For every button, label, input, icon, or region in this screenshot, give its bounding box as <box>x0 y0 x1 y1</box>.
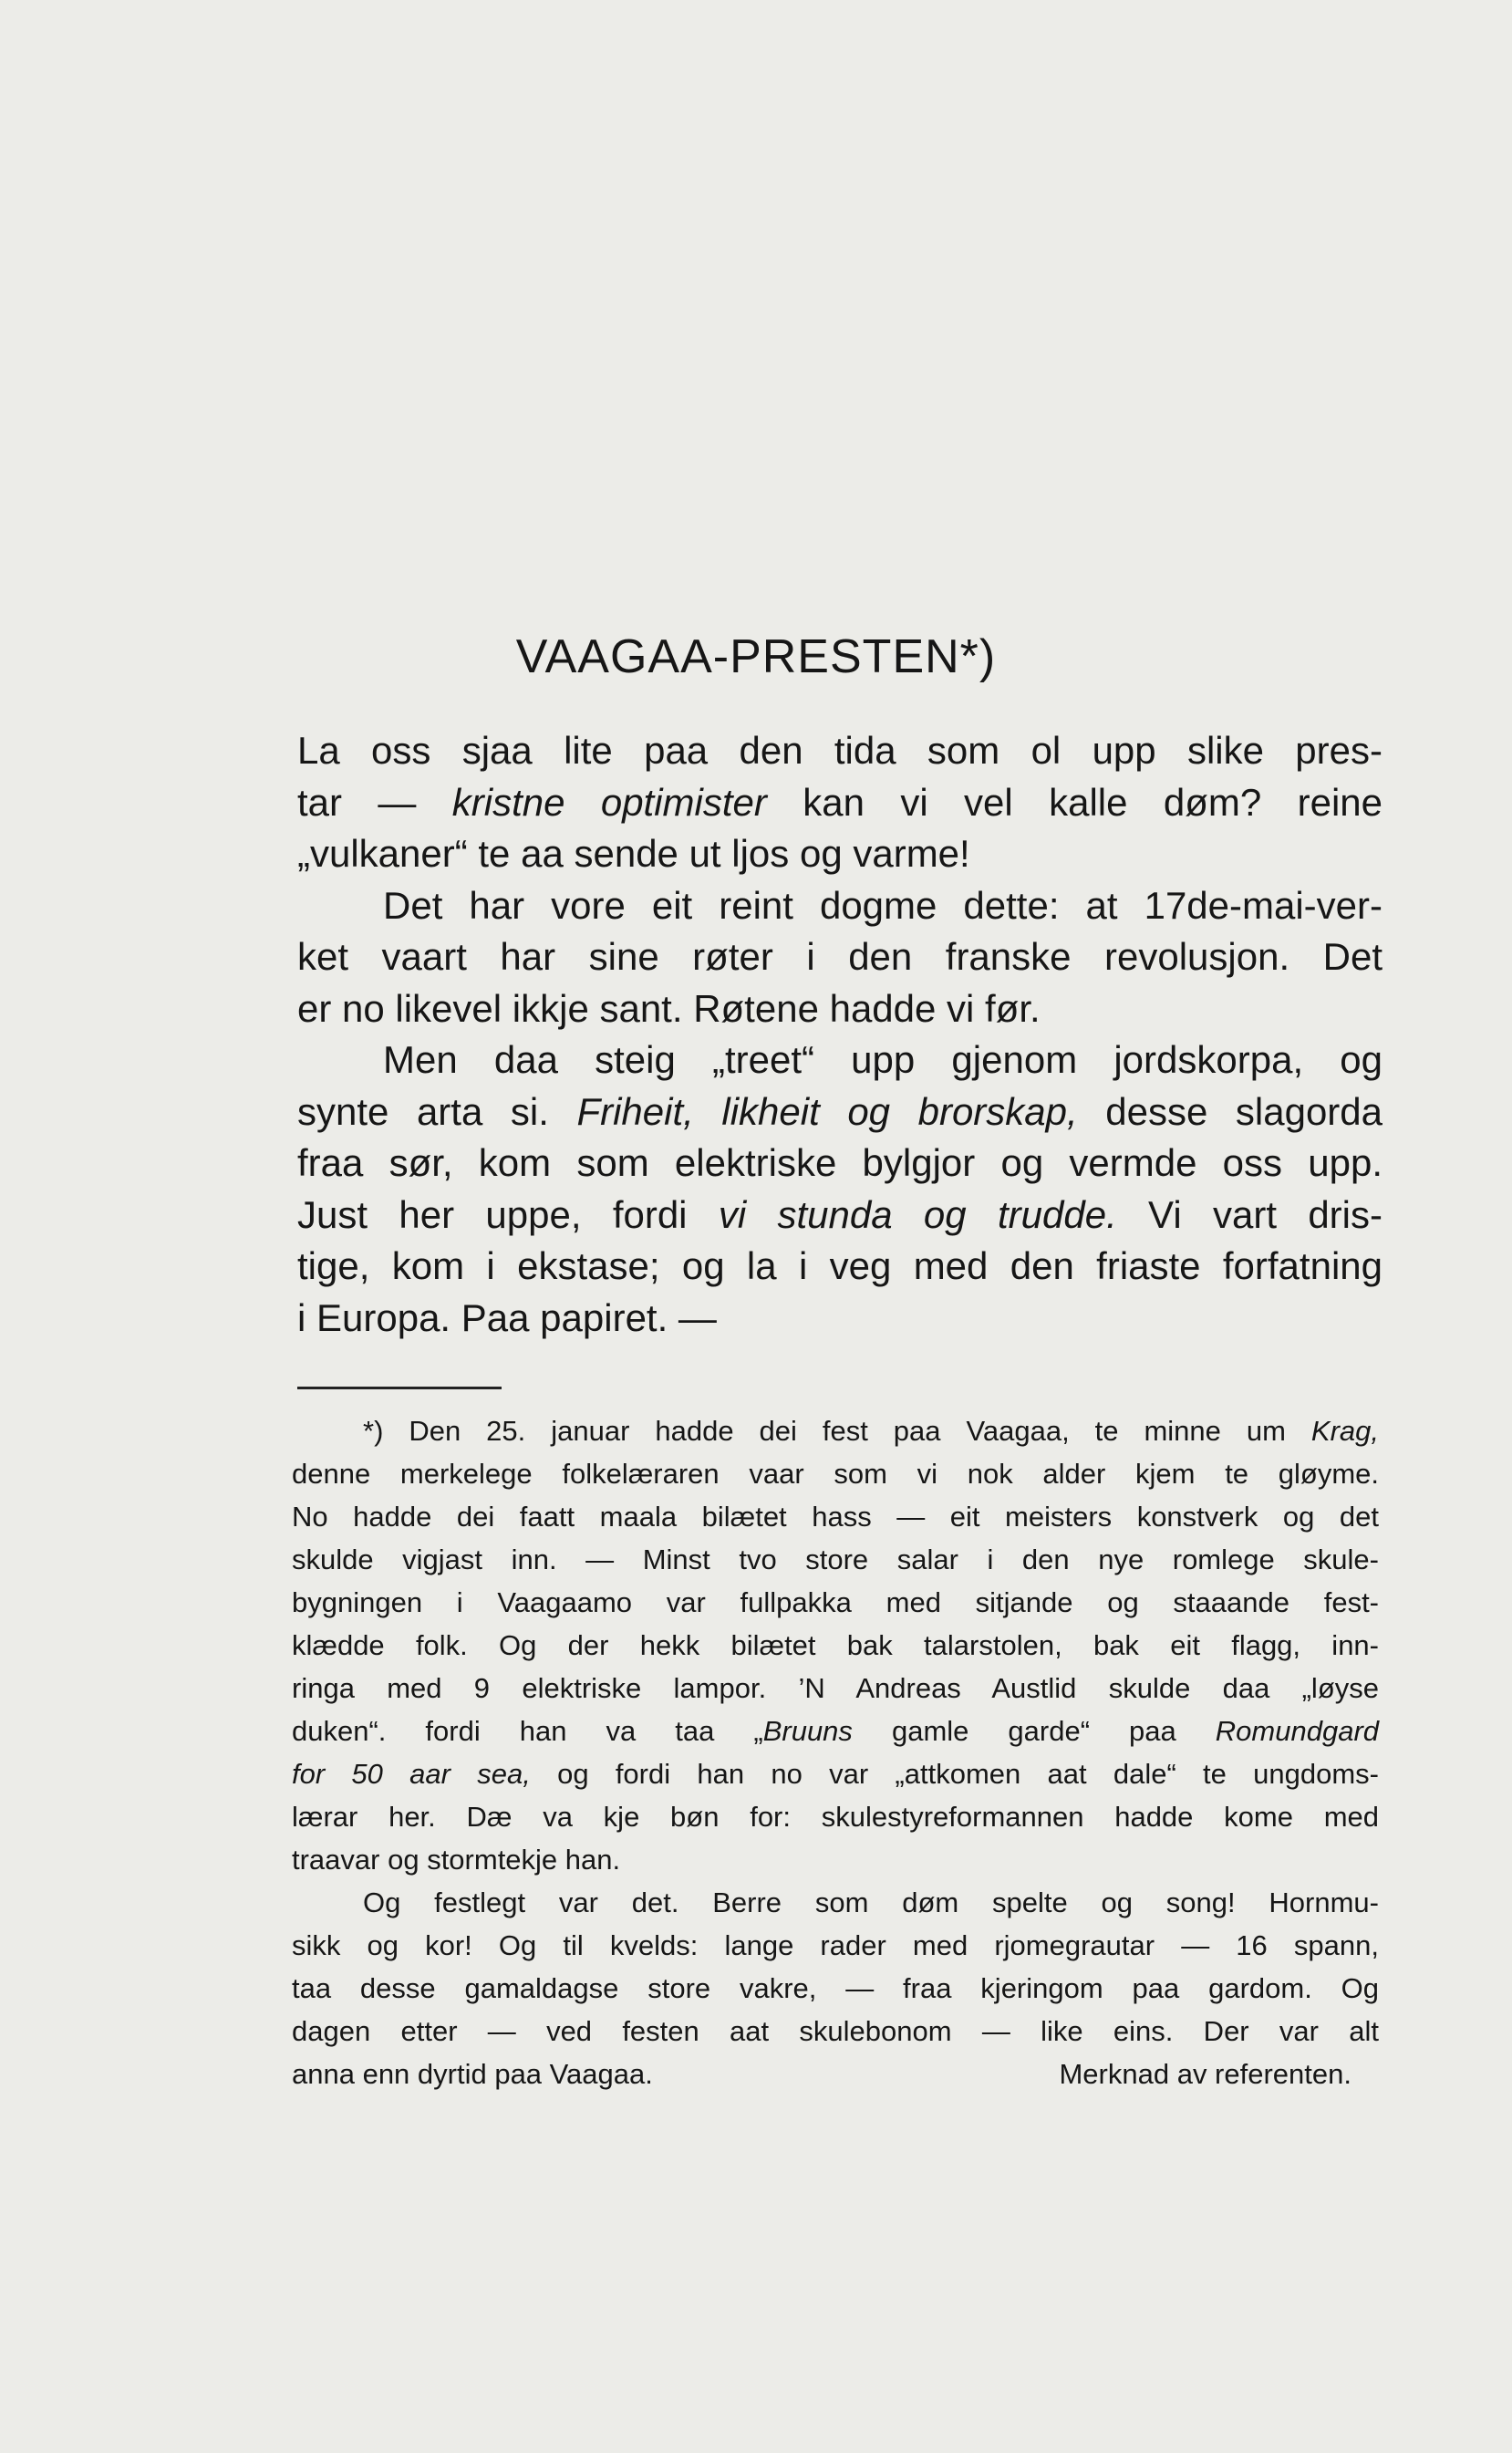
text-segment: og fordi han no var „attkomen aat dale“ te ungdoms- <box>530 1758 1379 1790</box>
text-segment: lærar her. Dæ va kje bøn for: skulestyreformannen hadde kome med <box>292 1801 1379 1833</box>
italic-text: kristne optimister <box>451 780 767 824</box>
text-line <box>297 880 1383 932</box>
text-segment: klædde folk. Og der hekk bilætet bak talarstolen, bak eit flagg, inn- <box>292 1629 1379 1661</box>
text-line <box>297 1190 1383 1242</box>
text-segment: sikk og kor! Og til kvelds: lange rader med rjomegrautar — 16 spann, <box>292 1929 1379 1961</box>
text-line <box>292 1667 1379 1710</box>
italic-text: Friheit, likheit og brorskap, <box>576 1089 1078 1133</box>
text-line <box>297 1034 1383 1086</box>
text-segment: Just her uppe, fordi <box>297 1192 719 1236</box>
text-segment: synte arta si. <box>297 1089 577 1133</box>
text-segment: Men daa steig „treet“ upp gjenom jordskorpa, og <box>383 1038 1383 1081</box>
text-segment: Vi vart dris- <box>1116 1192 1383 1236</box>
text-line <box>297 1241 1383 1293</box>
text-line <box>292 1881 1379 1924</box>
text-segment: No hadde dei faatt maala bilætet hass — eit meisters konstverk og det <box>292 1501 1379 1533</box>
text-segment: gamle garde“ paa <box>852 1715 1216 1747</box>
text-line <box>292 1409 1379 1452</box>
italic-text: Krag, <box>1310 1415 1379 1447</box>
text-line <box>292 1495 1379 1538</box>
text-segment: anna enn dyrtid paa Vaagaa. <box>292 2058 653 2090</box>
text-segment: Det har vore eit reint dogme dette: at 17de-mai-ver- <box>383 883 1383 927</box>
text-segment: skulde vigjast inn. — Minst tvo store salar i den nye romlege skule- <box>292 1544 1379 1575</box>
text-segment: La oss sjaa lite paa den tida som ol upp slike pres- <box>297 729 1383 772</box>
main-text <box>297 725 1383 1344</box>
text-segment: er no likevel ikkje sant. Røtene hadde vi før. <box>297 986 1041 1030</box>
text-segment: fraa sør, kom som elektriske bylgjor og vermde oss upp. <box>297 1141 1383 1184</box>
text-line <box>297 725 1383 777</box>
text-line <box>292 1581 1379 1624</box>
text-segment: dagen etter — ved festen aat skulebonom — like eins. Der var alt <box>292 2015 1379 2047</box>
text-segment: bygningen i Vaagaamo var fullpakka med sitjande og staaande fest- <box>292 1586 1379 1618</box>
text-line <box>292 1795 1379 1838</box>
text-segment: Og festlegt var det. Berre som døm spelte og song! Hornmu- <box>363 1887 1379 1918</box>
italic-text: Bruuns <box>762 1715 853 1747</box>
footnote-separator <box>297 1387 502 1389</box>
text-line <box>292 1538 1379 1581</box>
text-line <box>292 2053 1379 2095</box>
text-segment: tige, kom i ekstase; og la i veg med den friaste forfatning <box>297 1244 1383 1287</box>
text-line <box>292 1452 1379 1495</box>
text-segment: duken“. fordi han va taa „ <box>292 1715 763 1747</box>
text-line <box>292 1752 1379 1795</box>
text-segment: traavar og stormtekje han. <box>292 1844 621 1876</box>
text-segment: kan vi vel kalle døm? reine <box>766 780 1383 824</box>
text-line <box>297 1138 1383 1190</box>
text-segment: taa desse gamaldagse store vakre, — fraa kjeringom paa gardom. Og <box>292 1972 1379 2004</box>
text-segment: tar — <box>297 780 452 824</box>
text-line <box>292 1967 1379 2010</box>
text-line <box>292 1924 1379 1967</box>
italic-text: vi stunda og trudde. <box>718 1192 1117 1236</box>
text-line <box>292 1624 1379 1667</box>
text-line <box>297 1086 1383 1138</box>
text-line <box>292 1710 1379 1752</box>
text-segment: desse slagorda <box>1077 1089 1383 1133</box>
text-segment: i Europa. Paa papiret. — <box>297 1295 717 1339</box>
text-line <box>292 2010 1379 2053</box>
italic-text: for 50 aar sea, <box>292 1758 531 1790</box>
text-line <box>292 1838 1379 1881</box>
text-segment: denne merkelege folkelæraren vaar som vi nok alder kjem te gløyme. <box>292 1458 1379 1490</box>
footnote <box>292 1409 1379 2095</box>
text-line <box>297 983 1383 1035</box>
text-line <box>297 931 1383 983</box>
text-segment: ringa med 9 elektriske lampor. ’N Andreas Austlid skulde daa „løyse <box>292 1672 1379 1704</box>
text-segment: ket vaart har sine røter i den franske revolusjon. Det <box>297 935 1383 978</box>
text-segment: *) Den 25. januar hadde dei fest paa Vaagaa, te minne um <box>363 1415 1311 1447</box>
page-title: VAAGAA-PRESTEN*) <box>515 630 997 683</box>
text-line <box>297 1293 1383 1345</box>
text-segment: „vulkaner“ te aa sende ut ljos og varme! <box>297 832 970 875</box>
text-line <box>297 777 1383 829</box>
signature: Merknad av referenten. <box>1059 2058 1351 2090</box>
text-line <box>297 828 1383 880</box>
italic-text: Romundgard <box>1215 1715 1380 1747</box>
